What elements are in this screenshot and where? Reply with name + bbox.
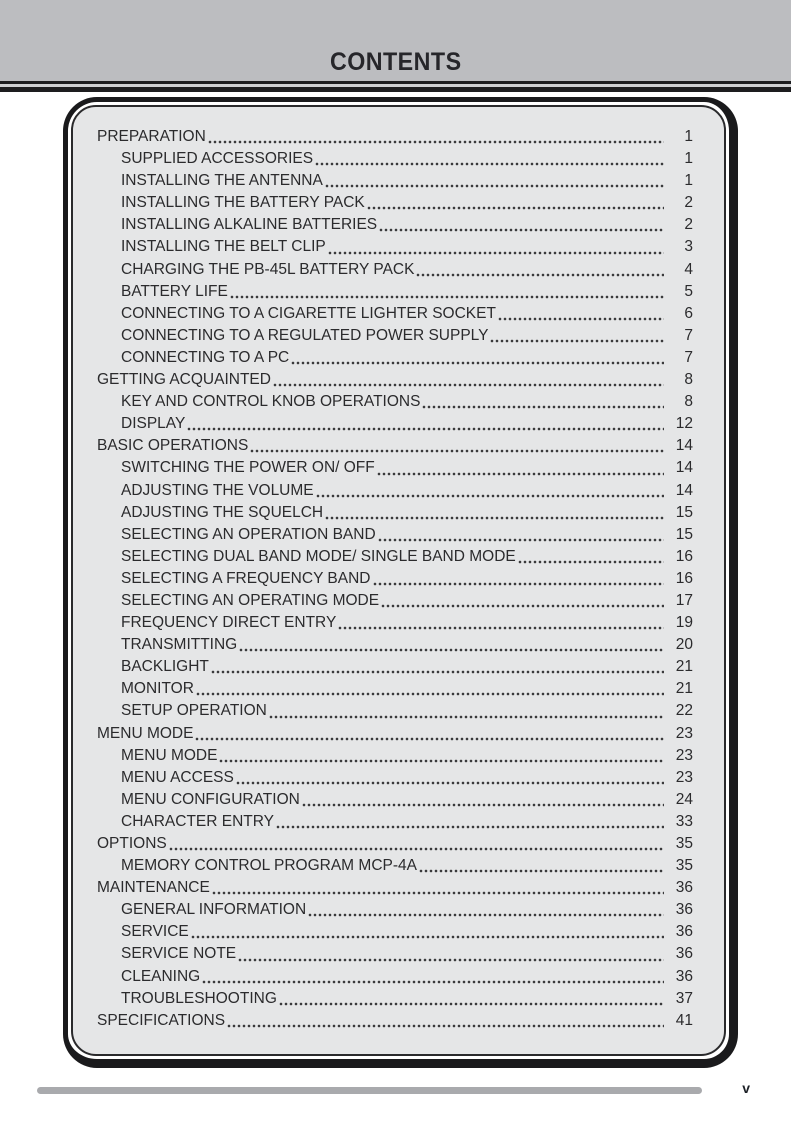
toc-entry [97,811,693,833]
toc-entry-label: BASIC OPERATIONS [97,437,249,455]
toc-entry-label: GENERAL INFORMATION [121,901,307,919]
toc-entry-page: 3 [684,238,693,256]
toc-entry [97,126,693,148]
dot-leader [338,626,664,630]
toc-entry-label: SERVICE NOTE [121,945,237,963]
toc-entry-page: 14 [675,459,693,477]
toc-entry [97,325,693,347]
dot-leader [308,913,664,917]
dot-leader [316,494,664,498]
toc-entry [97,634,693,656]
toc-entry-label: MAINTENANCE [97,879,210,897]
toc-entry [97,1010,693,1032]
page-number: v [742,1080,750,1096]
dot-leader [273,383,664,387]
toc-entry-page: 14 [675,481,693,499]
toc-entry-page: 16 [675,569,693,587]
toc-entry [97,789,693,811]
toc-entry [97,678,693,700]
toc-entry [97,966,693,988]
toc-frame [63,97,738,1068]
toc-entry-label: CONNECTING TO A CIGARETTE LIGHTER SOCKET [121,304,496,322]
toc-entry [97,899,693,921]
toc-entry-page: 21 [675,680,693,698]
toc-entry-label: MENU MODE [121,746,218,764]
header-rule-thick [0,87,791,92]
dot-leader [211,670,664,674]
toc-entry-page: 23 [675,768,693,786]
toc-entry [97,877,693,899]
toc-entry [97,391,693,413]
toc-entry [97,435,693,457]
dot-leader [195,737,664,741]
dot-leader [230,295,664,299]
dot-leader [325,184,664,188]
dot-leader [238,958,664,962]
toc-entry-label: ADJUSTING THE SQUELCH [121,503,324,521]
toc-entry [97,502,693,524]
dot-leader [367,206,664,210]
dot-leader [219,759,664,763]
toc-entry-page: 22 [675,702,693,720]
toc-entry-page: 19 [675,614,693,632]
toc-entry-page: 1 [684,150,693,168]
toc-entry-page: 4 [684,260,693,278]
toc-entry-page: 2 [684,216,693,234]
toc-entry-page: 15 [675,525,693,543]
dot-leader [373,582,665,586]
dot-leader [328,251,664,255]
toc-entry-label: PREPARATION [97,128,206,145]
dot-leader [191,935,664,939]
toc-entry [97,524,693,546]
toc-entry-page: 21 [675,658,693,676]
toc-entry [97,855,693,877]
toc-entry-label: MENU CONFIGURATION [121,790,300,808]
dot-leader [490,339,664,343]
dot-leader [187,427,664,431]
toc-entry-page: 2 [684,194,693,212]
toc-entry-page: 23 [675,724,693,742]
toc-entry-page: 5 [684,282,693,300]
toc-entry [97,988,693,1010]
toc-entry-label: INSTALLING THE BELT CLIP [121,238,326,256]
toc-entry-label: TRANSMITTING [121,636,238,654]
toc-entry [97,214,693,236]
dot-leader [202,980,664,984]
dot-leader [416,273,664,277]
toc-entry-label: MEMORY CONTROL PROGRAM MCP-4A [121,857,417,875]
dot-leader [378,538,664,542]
toc-entry-label: SUPPLIED ACCESSORIES [121,150,314,168]
toc-entry-label: INSTALLING THE ANTENNA [121,172,323,190]
toc-entry [97,723,693,745]
toc-entry [97,546,693,568]
toc-entry [97,413,693,435]
toc-entry [97,656,693,678]
toc-entry-page: 7 [684,348,693,366]
dot-leader [239,648,664,652]
dot-leader [377,472,664,476]
toc-entry-label: CLEANING [121,967,201,985]
toc-entry-page: 14 [675,437,693,455]
toc-entry [97,612,693,634]
toc-entry-label: ADJUSTING THE VOLUME [121,481,314,499]
toc-entry-page: 8 [684,371,693,389]
toc-entry-label: CHARGING THE PB-45L BATTERY PACK [121,260,415,278]
toc-entry-page: 36 [675,879,693,897]
toc-entry [97,745,693,767]
toc-entry-label: CONNECTING TO A REGULATED POWER SUPPLY [121,326,489,344]
toc-entry-page: 7 [684,326,693,344]
toc-entry-label: MENU ACCESS [121,768,234,786]
toc-entry-label: KEY AND CONTROL KNOB OPERATIONS [121,393,421,411]
dot-leader [276,825,664,829]
dot-leader [518,560,664,564]
dot-leader [269,715,664,719]
toc-entry-page: 15 [675,503,693,521]
dot-leader [196,692,664,696]
toc-entry-page: 36 [675,967,693,985]
toc-entry-page: 12 [675,415,693,433]
toc-entry-label: SELECTING AN OPERATION BAND [121,525,376,543]
toc-entry-label: INSTALLING ALKALINE BATTERIES [121,216,378,234]
toc-entry [97,590,693,612]
dot-leader [325,516,664,520]
toc-entry-label: SELECTING AN OPERATING MODE [121,591,380,609]
toc-entry-label: CHARACTER ENTRY [121,812,275,830]
dot-leader [236,781,664,785]
dot-leader [422,405,664,409]
toc-entry [97,943,693,965]
toc-entry-page: 35 [675,857,693,875]
toc-entry [97,259,693,281]
toc-entry-page: 23 [675,746,693,764]
toc-entry-page: 17 [675,591,693,609]
toc-entry-label: BATTERY LIFE [121,282,228,300]
toc-entry-label: DISPLAY [121,415,186,433]
toc-entry-page: 1 [684,172,693,190]
toc-entry-page: 41 [675,1011,693,1029]
toc-entry-label: FREQUENCY DIRECT ENTRY [121,614,337,632]
dot-leader [419,869,664,873]
page-header-banner [0,0,791,81]
toc-entry-page: 24 [675,790,693,808]
dot-leader [381,604,664,608]
toc-entry [97,700,693,722]
toc-list [71,105,726,1056]
toc-entry-label: OPTIONS [97,835,167,852]
toc-entry [97,281,693,303]
dot-leader [315,162,664,166]
toc-entry-label: GETTING ACQUAINTED [97,371,271,389]
toc-entry [97,457,693,479]
dot-leader [250,449,664,453]
toc-entry-page: 36 [675,945,693,963]
toc-entry-label: SERVICE [121,923,189,941]
toc-entry-label: MONITOR [121,680,194,698]
toc-entry-page: 37 [675,989,693,1007]
toc-entry [97,921,693,943]
dot-leader [498,317,664,321]
toc-entry [97,192,693,214]
dot-leader [212,891,664,895]
toc-entry [97,148,693,170]
dot-leader [291,361,664,365]
toc-entry-label: BACKLIGHT [121,658,209,676]
toc-entry-label: SELECTING DUAL BAND MODE/ SINGLE BAND MODE [121,547,516,565]
toc-entry [97,767,693,789]
toc-entry [97,236,693,258]
toc-entry [97,369,693,391]
toc-entry [97,303,693,325]
toc-entry-page: 36 [675,923,693,941]
toc-entry-page: 1 [684,128,693,145]
toc-entry-label: SPECIFICATIONS [97,1011,226,1029]
toc-entry-label: SELECTING A FREQUENCY BAND [121,569,371,587]
dot-leader [169,847,664,851]
dot-leader [379,228,664,232]
dot-leader [208,140,664,144]
toc-entry [97,833,693,855]
footer-rule [37,1087,702,1094]
toc-entry-page: 8 [684,393,693,411]
toc-entry-label: CONNECTING TO A PC [121,348,290,366]
toc-entry-page: 20 [675,636,693,654]
toc-entry [97,347,693,369]
toc-entry [97,480,693,502]
toc-entry-label: MENU MODE [97,724,194,742]
page-title: CONTENTS [329,48,462,76]
dot-leader [227,1024,664,1028]
toc-entry-label: INSTALLING THE BATTERY PACK [121,194,365,212]
toc-entry-label: SWITCHING THE POWER ON/ OFF [121,459,375,477]
dot-leader [302,803,664,807]
toc-entry-page: 33 [675,812,693,830]
toc-entry [97,568,693,590]
toc-entry-page: 6 [684,304,693,322]
toc-entry-page: 35 [675,835,693,852]
toc-entry-label: TROUBLESHOOTING [121,989,277,1007]
toc-entry-label: SETUP OPERATION [121,702,267,720]
toc-entry-page: 36 [675,901,693,919]
toc-entry-page: 16 [675,547,693,565]
toc-entry [97,170,693,192]
dot-leader [279,1002,664,1006]
